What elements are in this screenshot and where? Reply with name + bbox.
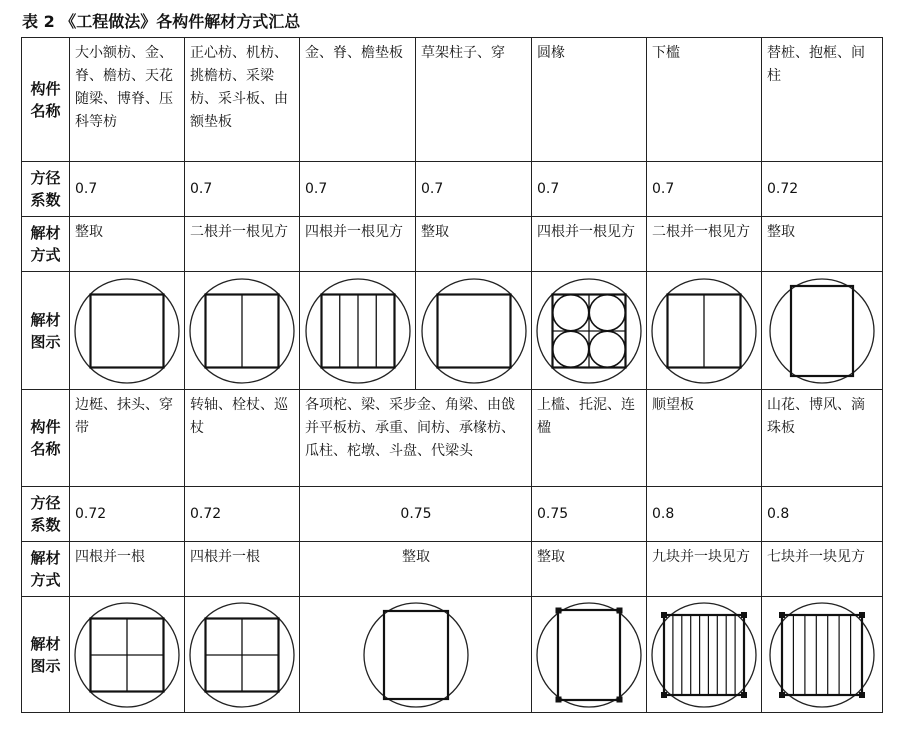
block2-method-4: 整取 [532, 542, 647, 597]
block1-name-row [22, 38, 883, 162]
block1-method-7: 整取 [762, 217, 883, 272]
circle-square-four-strips-icon [303, 276, 413, 386]
block1-name-5: 圆椽 [532, 38, 647, 162]
block1-method-1: 整取 [70, 217, 185, 272]
block1-name-1: 大小额枋、金、脊、檐枋、天花随梁、博脊、压科等枋 [70, 38, 185, 162]
circle-square-quad-icon [72, 600, 182, 710]
block2-coef-1: 0.72 [70, 487, 185, 542]
block2-diagram-5 [647, 597, 762, 713]
circle-square-nine-strips-icon [649, 600, 759, 710]
summary-table [21, 37, 883, 713]
block1-diagram-7 [762, 272, 883, 390]
row-header-diagram: 解材 图示 [22, 272, 70, 390]
row-header-method: 解材 方式 [22, 217, 70, 272]
block2-method-row [22, 542, 883, 597]
block1-diagram-4 [416, 272, 532, 390]
circle-rectangle-corners-icon [534, 600, 644, 710]
block2-diagram-3 [300, 597, 532, 713]
row-header-diagram-2: 解材 图示 [22, 597, 70, 713]
row-header-coef: 方径 系数 [22, 162, 70, 217]
block1-method-row [22, 217, 883, 272]
row-header-name-2: 构件 名称 [22, 390, 70, 487]
circle-square-two-split-icon [649, 276, 759, 386]
block1-name-4: 草架柱子、穿 [416, 38, 532, 162]
table-title: 表 2 《工程做法》各构件解材方式汇总 [22, 12, 301, 31]
circle-square-two-split-icon [187, 276, 297, 386]
block1-diagram-1 [70, 272, 185, 390]
block2-method-5: 九块并一块见方 [647, 542, 762, 597]
block1-method-2: 二根并一根见方 [185, 217, 300, 272]
block2-coef-6: 0.8 [762, 487, 883, 542]
block2-coef-4: 0.75 [532, 487, 647, 542]
block1-method-4: 整取 [416, 217, 532, 272]
block2-diagram-2 [185, 597, 300, 713]
block1-coef-6: 0.7 [647, 162, 762, 217]
block2-method-2: 四根并一根 [185, 542, 300, 597]
block1-coef-1: 0.7 [70, 162, 185, 217]
block1-diagram-2 [185, 272, 300, 390]
block2-diagram-row [22, 597, 883, 713]
circle-square-quad-icon [187, 600, 297, 710]
block2-name-row [22, 390, 883, 487]
block2-diagram-6 [762, 597, 883, 713]
block1-coef-2: 0.7 [185, 162, 300, 217]
block1-coef-3: 0.7 [300, 162, 416, 217]
block1-name-3: 金、脊、檐垫板 [300, 38, 416, 162]
row-header-coef-2: 方径 系数 [22, 487, 70, 542]
block1-coef-4: 0.7 [416, 162, 532, 217]
block2-coef-5: 0.8 [647, 487, 762, 542]
block2-name-6: 山花、博风、滴珠板 [762, 390, 883, 487]
block2-coef-3: 0.75 [300, 487, 532, 542]
block2-diagram-1 [70, 597, 185, 713]
block1-diagram-row [22, 272, 883, 390]
block2-method-3: 整取 [300, 542, 532, 597]
block1-diagram-6 [647, 272, 762, 390]
block1-coef-7: 0.72 [762, 162, 883, 217]
circle-square-four-circles-icon [534, 276, 644, 386]
block1-diagram-3 [300, 272, 416, 390]
block2-diagram-4 [532, 597, 647, 713]
block1-method-5: 四根并一根见方 [532, 217, 647, 272]
block1-name-6: 下槛 [647, 38, 762, 162]
block2-method-6: 七块并一块见方 [762, 542, 883, 597]
block1-coef-row [22, 162, 883, 217]
block2-name-4: 上槛、托泥、连楹 [532, 390, 647, 487]
block1-method-6: 二根并一根见方 [647, 217, 762, 272]
block2-name-2: 转轴、栓杖、巡杖 [185, 390, 300, 487]
block2-method-1: 四根并一根 [70, 542, 185, 597]
block2-name-5: 顺望板 [647, 390, 762, 487]
circle-rectangle-icon [361, 600, 471, 710]
circle-square-seven-strips-icon [767, 600, 877, 710]
circle-square-icon [72, 276, 182, 386]
block1-name-7: 替桩、抱框、间柱 [762, 38, 883, 162]
circle-rectangle-icon [767, 276, 877, 386]
circle-square-icon [419, 276, 529, 386]
block2-coef-2: 0.72 [185, 487, 300, 542]
block2-name-3: 各项柁、梁、采步金、角梁、由戗并平板枋、承重、间枋、承椽枋、瓜柱、柁墩、斗盘、代梁头 [300, 390, 532, 487]
block1-diagram-5 [532, 272, 647, 390]
block1-coef-5: 0.7 [532, 162, 647, 217]
block1-method-3: 四根并一根见方 [300, 217, 416, 272]
row-header-name: 构件 名称 [22, 38, 70, 162]
block2-name-1: 边梃、抹头、穿带 [70, 390, 185, 487]
row-header-method-2: 解材 方式 [22, 542, 70, 597]
block1-name-2: 正心枋、机枋、挑檐枋、采梁枋、采斗板、由额垫板 [185, 38, 300, 162]
block2-coef-row [22, 487, 883, 542]
